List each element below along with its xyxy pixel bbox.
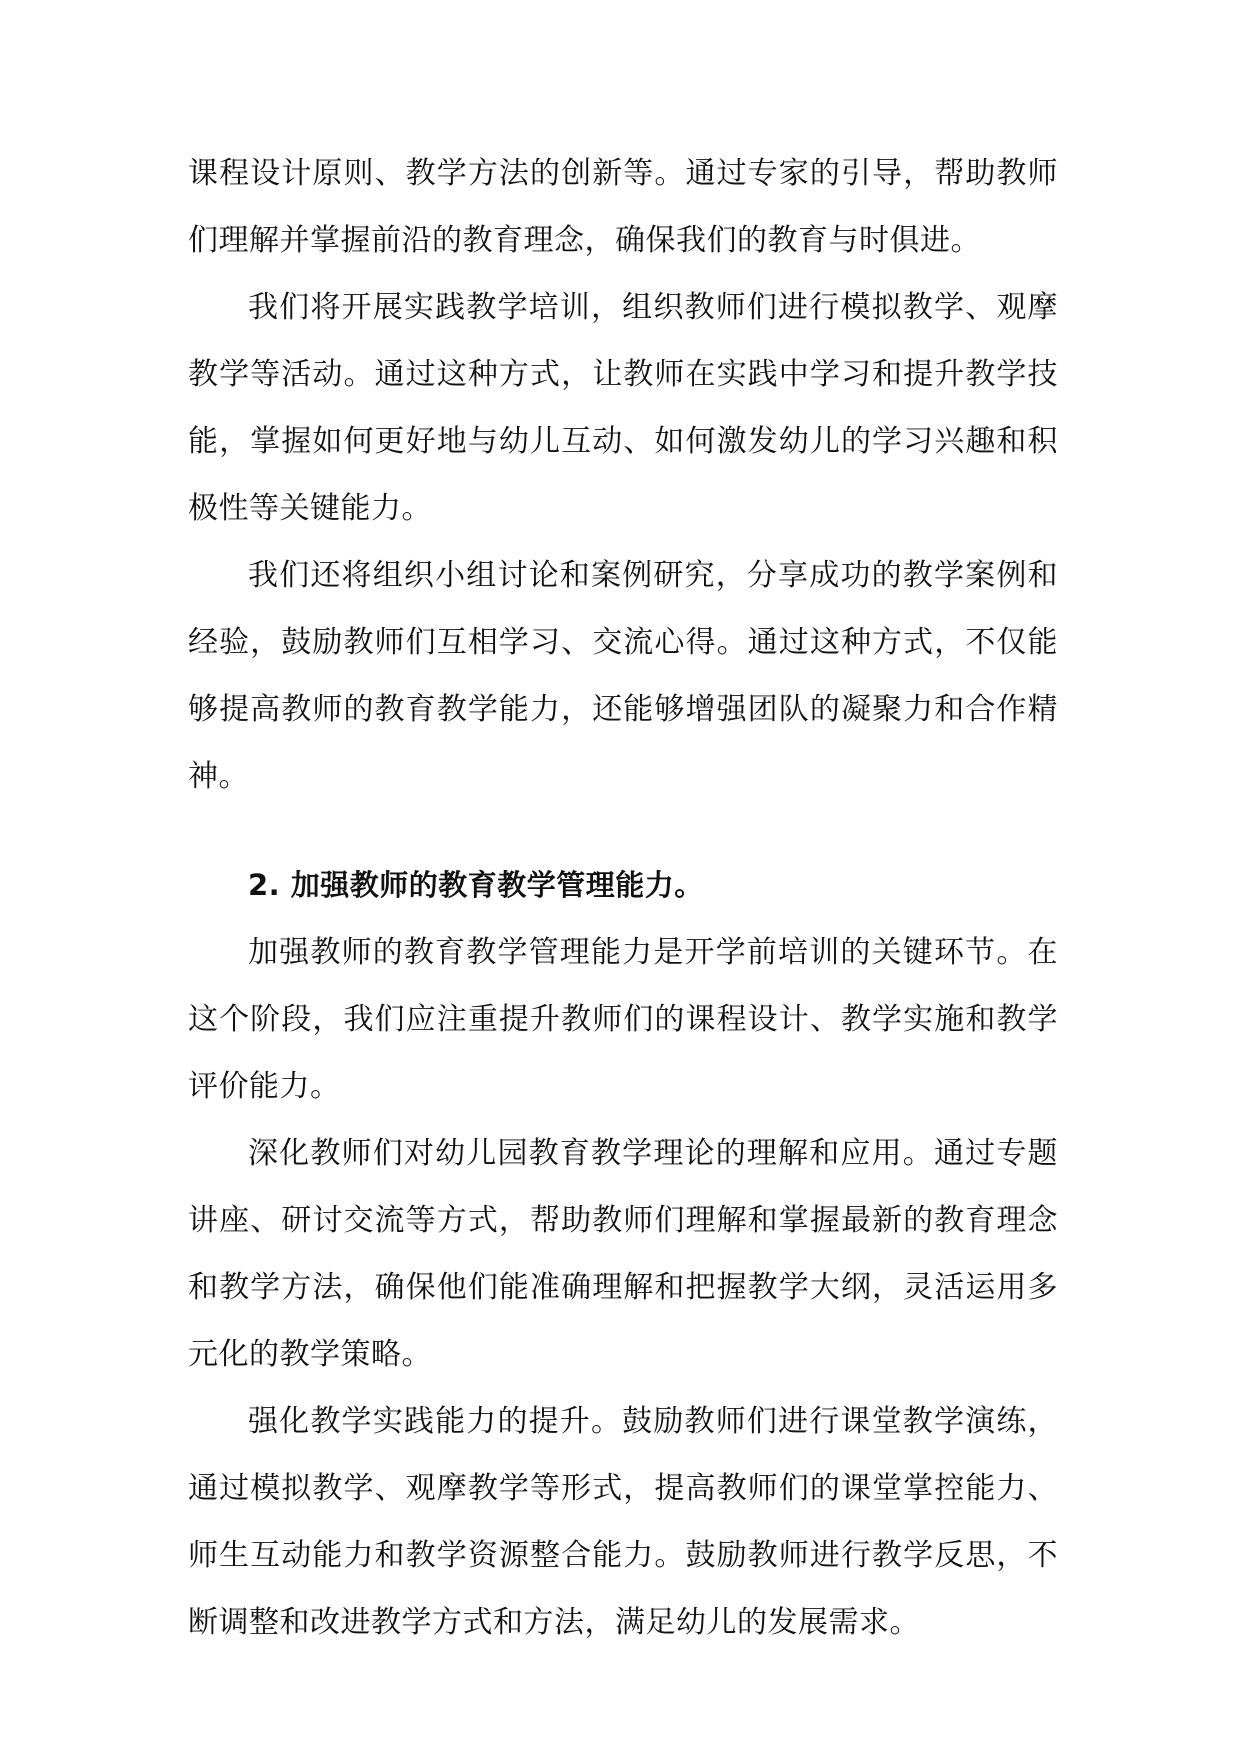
document-body	[188, 140, 1058, 1656]
paragraph-practice-ability: 强化教学实践能力的提升。鼓励教师们进行课堂教学演练，通过模拟教学、观摩教学等形式，提高教师们的课堂掌控能力、师生互动能力和教学资源整合能力。鼓励教师进行教学反思，不断调整和改进教学方式和方法，满足幼儿的发展需求。	[188, 1404, 1058, 1640]
paragraph-theory-application: 深化教师们对幼儿园教育教学理论的理解和应用。通过专题讲座、研讨交流等方式，帮助教师们理解和掌握最新的教育理念和教学方法，确保他们能准确理解和把握教学大纲，灵活运用多元化的教学策略。	[188, 1136, 1058, 1372]
section-heading: 2. 加强教师的教育教学管理能力。	[248, 868, 704, 902]
paragraph-continuation: 课程设计原则、教学方法的创新等。通过专家的引导，帮助教师们理解并掌握前沿的教育理念，确保我们的教育与时俱进。	[188, 156, 1058, 258]
paragraph-practice-training: 我们将开展实践教学培训，组织教师们进行模拟教学、观摩教学等活动。通过这种方式，让教师在实践中学习和提升教学技能，掌握如何更好地与幼儿互动、如何激发幼儿的学习兴趣和积极性等关键能力。	[188, 290, 1058, 526]
paragraph-group-discussion: 我们还将组织小组讨论和案例研究，分享成功的教学案例和经验，鼓励教师们互相学习、交流心得。通过这种方式，不仅能够提高教师的教育教学能力，还能够增强团队的凝聚力和合作精神。	[188, 558, 1058, 794]
paragraph-management-ability: 加强教师的教育教学管理能力是开学前培训的关键环节。在这个阶段，我们应注重提升教师们的课程设计、教学实施和教学评价能力。	[188, 935, 1058, 1104]
